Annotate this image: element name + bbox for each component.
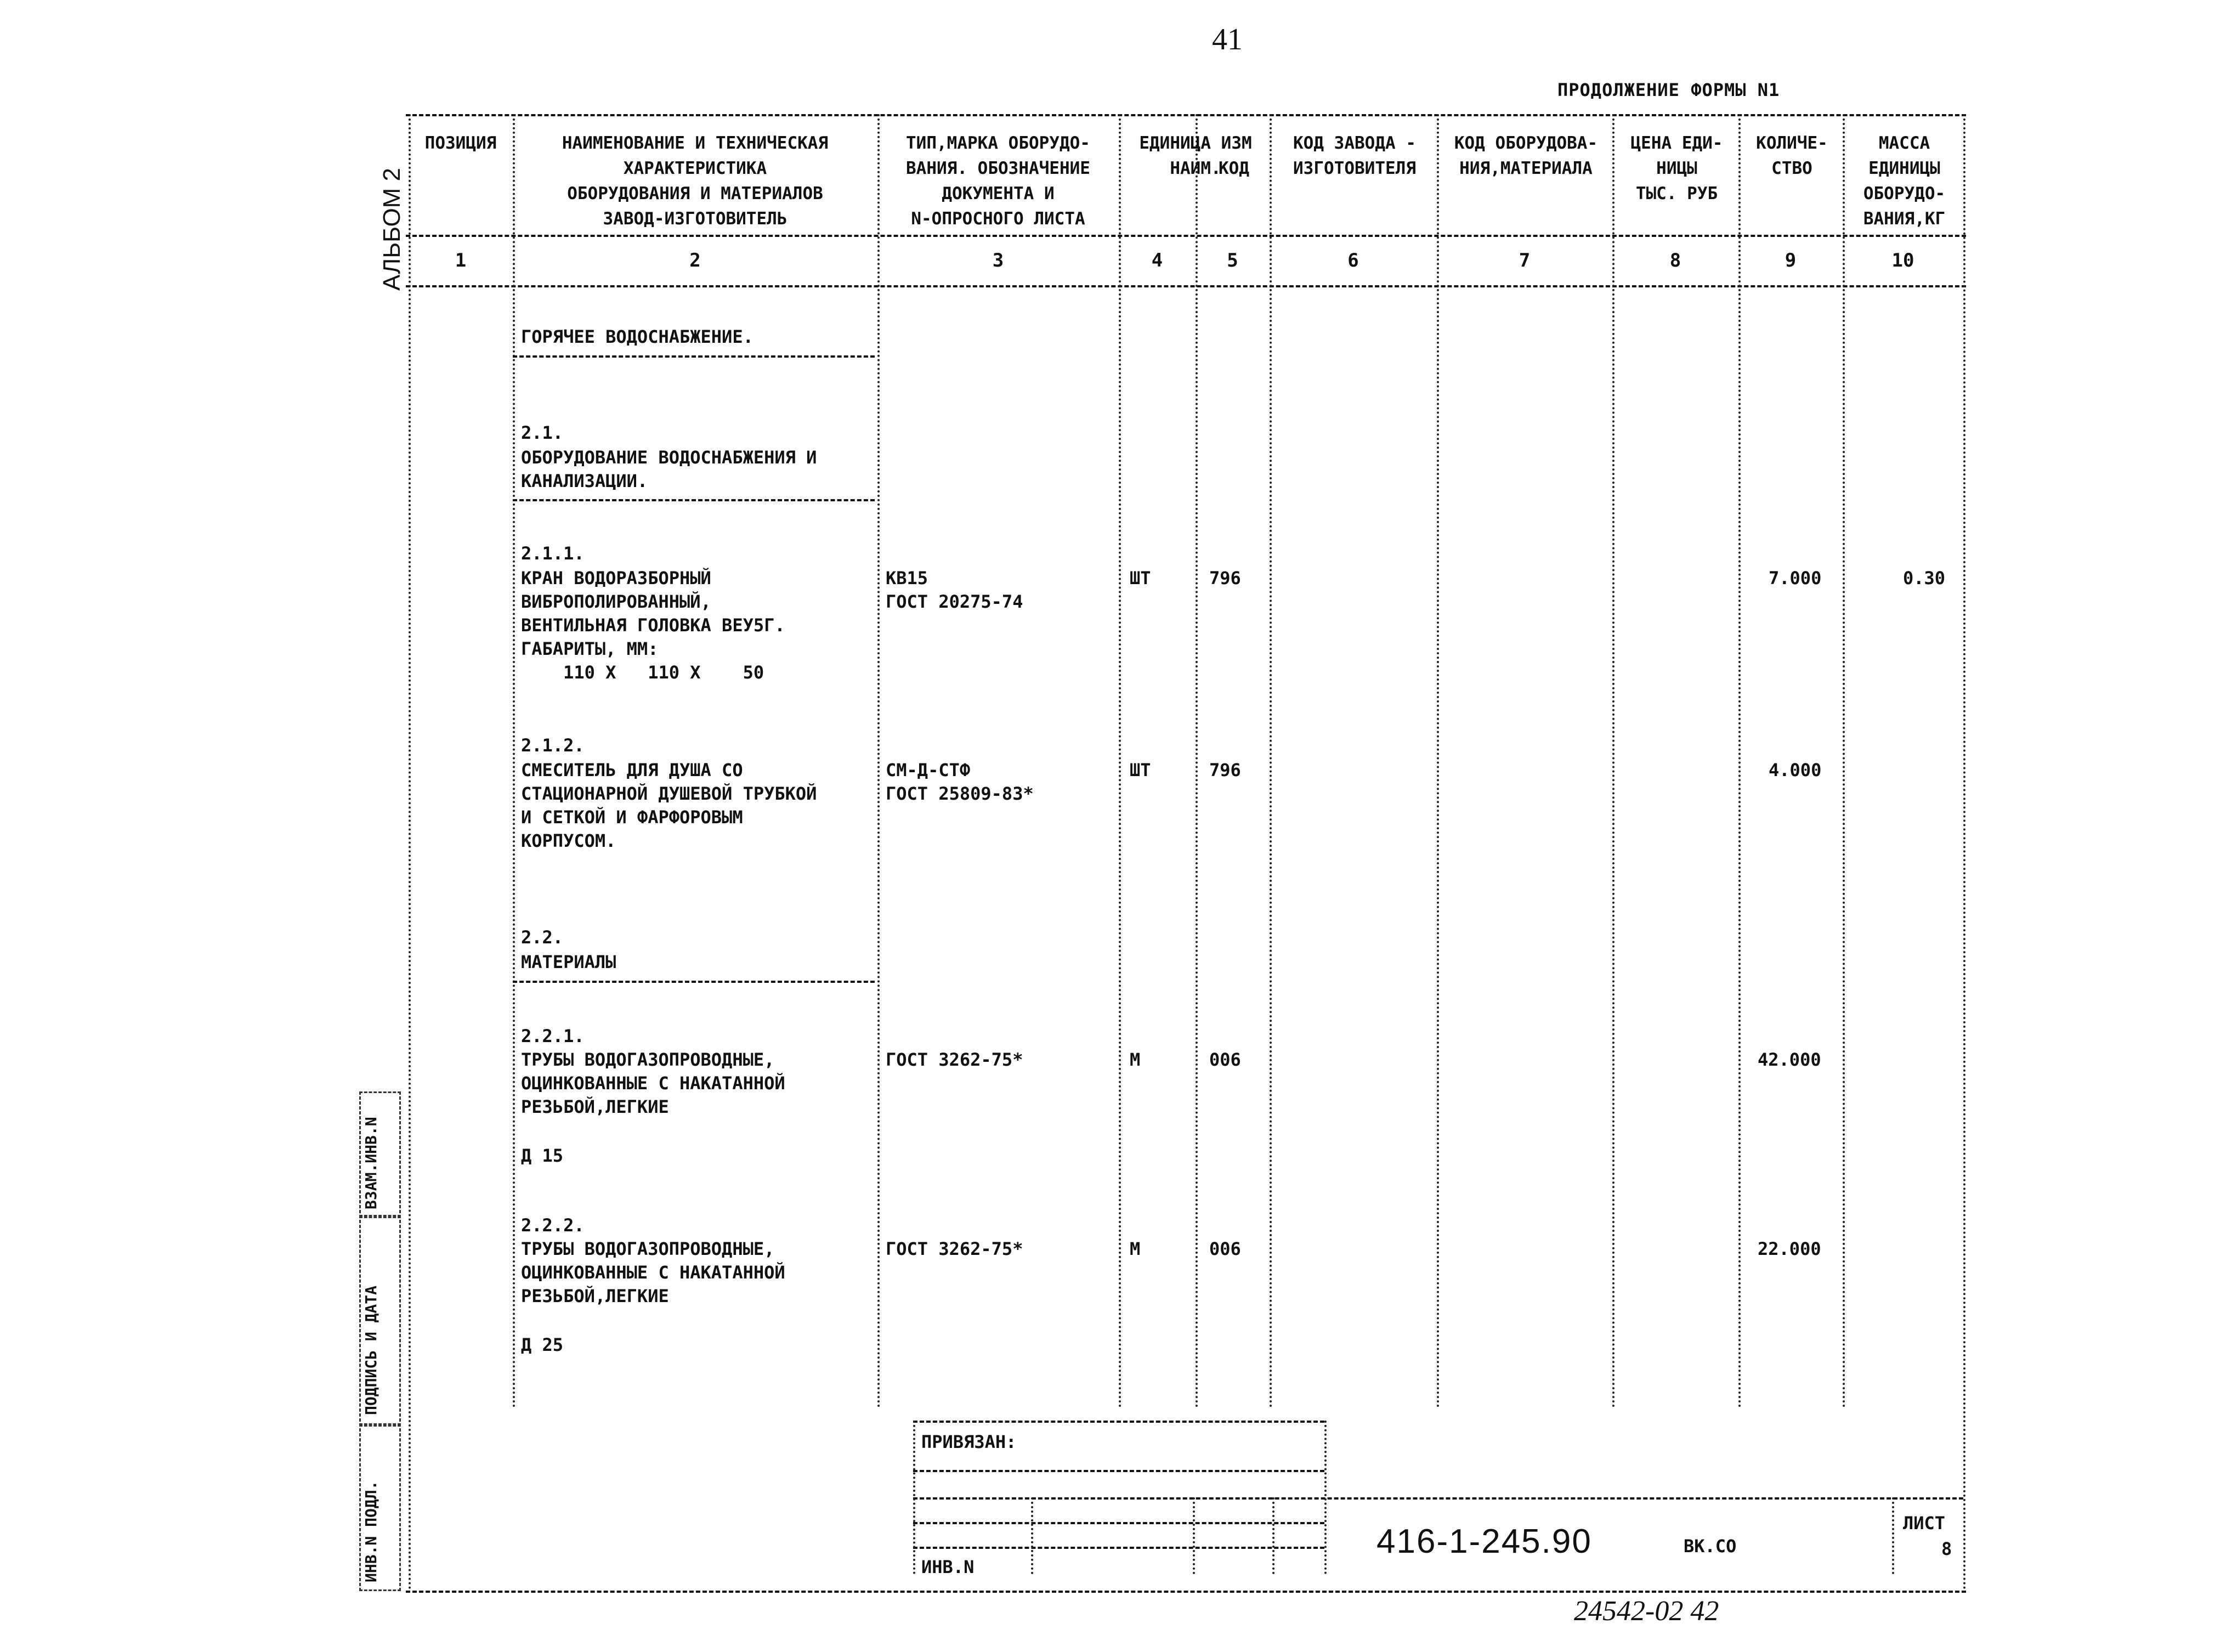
stamp-tied: ПРИВЯЗАН: [921,1432,1017,1452]
item-position: 2.2.2. [521,1215,585,1236]
col-sep [513,114,515,1408]
item-position: 2.1.2. [521,735,585,756]
section-title: МАТЕРИАЛЫ [521,952,616,972]
section-title: КАНАЛИЗАЦИИ. [521,471,648,491]
item-line: КРАН ВОДОРАЗБОРНЫЙ [521,568,711,589]
stamp-sep [913,1421,915,1574]
col-number: 1 [455,250,467,271]
item-line: ТРУБЫ ВОДОГАЗОПРОВОДНЫЕ, [521,1238,775,1259]
project-number: 416-1-245.90 [1376,1523,1592,1560]
col-sep [409,114,411,1591]
item-doc: ГОСТ 20275-74 [886,591,1023,612]
col-number: 4 [1151,250,1163,271]
item-quantity: 22.000 [1758,1238,1821,1259]
item-line: ОЦИНКОВАННЫЕ С НАКАТАННОЙ [521,1262,785,1283]
item-unit-code: 796 [1209,760,1241,780]
stamp-inv: ИНВ.N [921,1557,975,1577]
stamp-rule [913,1497,1963,1500]
item-quantity: 7.000 [1769,568,1822,589]
item-unit-code: 006 [1209,1238,1241,1259]
header-mass: МАССА ЕДИНИЦЫ ОБОРУДО- ВАНИЯ,КГ [1863,133,1946,229]
col-number: 6 [1347,250,1359,271]
underline [513,981,875,983]
item-mass: 0.30 [1903,568,1946,589]
stamp-sep [1272,1497,1274,1574]
header-quantity: КОЛИЧЕ- СТВО [1756,133,1828,178]
page-number: 41 [1212,22,1243,56]
header-factory-code: КОД ЗАВОДА - ИЗГОТОВИТЕЛЯ [1293,133,1416,178]
side-label: ИНВ.N ПОДЛ. [362,1480,380,1582]
section-number: 2.1. [521,422,564,443]
item-line: ВЕНТИЛЬНАЯ ГОЛОВКА ВЕУ5Г. [521,615,785,636]
item-line: ТРУБЫ ВОДОГАЗОПРОВОДНЫЕ, [521,1049,775,1070]
item-unit: М [1130,1238,1141,1259]
col-number: 7 [1519,250,1531,271]
header-position: ПОЗИЦИЯ [424,133,497,153]
item-position: 2.1.1. [521,543,585,564]
col-sep [1963,114,1965,1591]
item-quantity: 42.000 [1758,1049,1821,1070]
item-line: РЕЗЬБОЙ,ЛЕГКИЕ [521,1286,669,1306]
item-unit: М [1130,1049,1141,1070]
col-number: 2 [689,250,701,271]
table-bottom-rule [406,1591,1966,1593]
stamp-rule [913,1421,1324,1423]
header-price: ЦЕНА ЕДИ- НИЦЫ ТЫС. РУБ [1630,133,1723,203]
item-type: СМ-Д-СТФ [886,760,971,780]
item-unit: ШТ [1130,760,1151,780]
item-quantity: 4.000 [1769,760,1822,780]
item-unit: ШТ [1130,568,1151,589]
table-top-rule [406,114,1966,116]
stamp-sep [1031,1497,1033,1574]
item-line: ВИБРОПОЛИРОВАННЫЙ, [521,591,711,612]
col-sep [1738,114,1741,1408]
section-number: 2.2. [521,927,564,948]
col-number: 10 [1891,250,1914,271]
stamp-rule [913,1547,1324,1549]
sheet-number: 8 [1941,1538,1952,1559]
section-title: ГОРЯЧЕЕ ВОДОСНАБЖЕНИЕ. [521,326,754,347]
item-line: ОЦИНКОВАННЫЕ С НАКАТАННОЙ [521,1073,785,1094]
col-sep [1843,114,1845,1408]
item-line: И СЕТКОЙ И ФАРФОРОВЫМ [521,807,743,828]
item-line: РЕЗЬБОЙ,ЛЕГКИЕ [521,1096,669,1117]
stamp-rule [913,1470,1324,1472]
col-sep [1437,114,1439,1408]
item-line: КОРПУСОМ. [521,830,616,851]
stamp-sep [1324,1421,1327,1574]
item-dimension: Д 25 [521,1334,564,1355]
col-sep [1119,114,1121,1408]
item-position: 2.2.1. [521,1026,585,1046]
stamp-sep [1892,1497,1894,1574]
underline [513,355,875,358]
col-sep [1196,114,1198,1408]
col-number: 8 [1669,250,1681,271]
item-line: ГАБАРИТЫ, ММ: [521,638,659,659]
item-type: КВ15 [886,568,928,589]
item-unit-code: 796 [1209,568,1241,589]
col-number: 5 [1227,250,1238,271]
header-material-code: КОД ОБОРУДОВА- НИЯ,МАТЕРИАЛА [1454,133,1598,178]
side-label: ПОДПИСЬ И ДАТА [362,1285,380,1415]
underline [513,499,875,501]
stamp-sep [1193,1497,1195,1574]
col-number: 3 [992,250,1004,271]
item-line: СТАЦИОНАРНОЙ ДУШЕВОЙ ТРУБКОЙ [521,783,817,804]
col-sep [1612,114,1614,1408]
header-name: НАИМЕНОВАНИЕ И ТЕХНИЧЕСКАЯ ХАРАКТЕРИСТИКА ОБОРУДОВАНИЯ И МАТЕРИАЛОВ ЗАВОД-ИЗГОТОВИТЕЛЬ [562,133,829,229]
item-line: 110 X 110 X 50 [521,662,764,683]
handwritten-note: 24542-02 42 [1574,1596,1719,1627]
header-rule [406,235,1966,237]
col-sep [1270,114,1272,1408]
side-label: ВЗАМ.ИНВ.N [362,1117,380,1209]
continuation-title: ПРОДОЛЖЕНИЕ ФОРМЫ N1 [1557,80,1780,100]
col-sep [877,114,880,1408]
item-doc: ГОСТ 25809-83* [886,783,1034,804]
section-title: ОБОРУДОВАНИЕ ВОДОСНАБЖЕНИЯ И [521,447,817,468]
item-unit-code: 006 [1209,1049,1241,1070]
header-type: ТИП,МАРКА ОБОРУДО- ВАНИЯ. ОБОЗНАЧЕНИЕ ДОКУМЕНТА И N-ОПРОСНОГО ЛИСТА [906,133,1090,229]
header-unit-code: КОД [1219,159,1249,178]
item-line: СМЕСИТЕЛЬ ДЛЯ ДУША СО [521,760,743,780]
stamp-rule [913,1522,1324,1524]
document-code: ВК.СО [1684,1536,1737,1557]
column-number-rule [406,285,1966,287]
item-doc: ГОСТ 3262-75* [886,1238,1023,1259]
header-unit: ЕДИНИЦА ИЗМ НАИМ. [1139,133,1252,178]
album-label: АЛЬБОМ 2 [378,167,405,291]
col-number: 9 [1785,250,1797,271]
sheet-label: ЛИСТ [1903,1513,1946,1534]
item-doc: ГОСТ 3262-75* [886,1049,1023,1070]
item-dimension: Д 15 [521,1145,564,1166]
